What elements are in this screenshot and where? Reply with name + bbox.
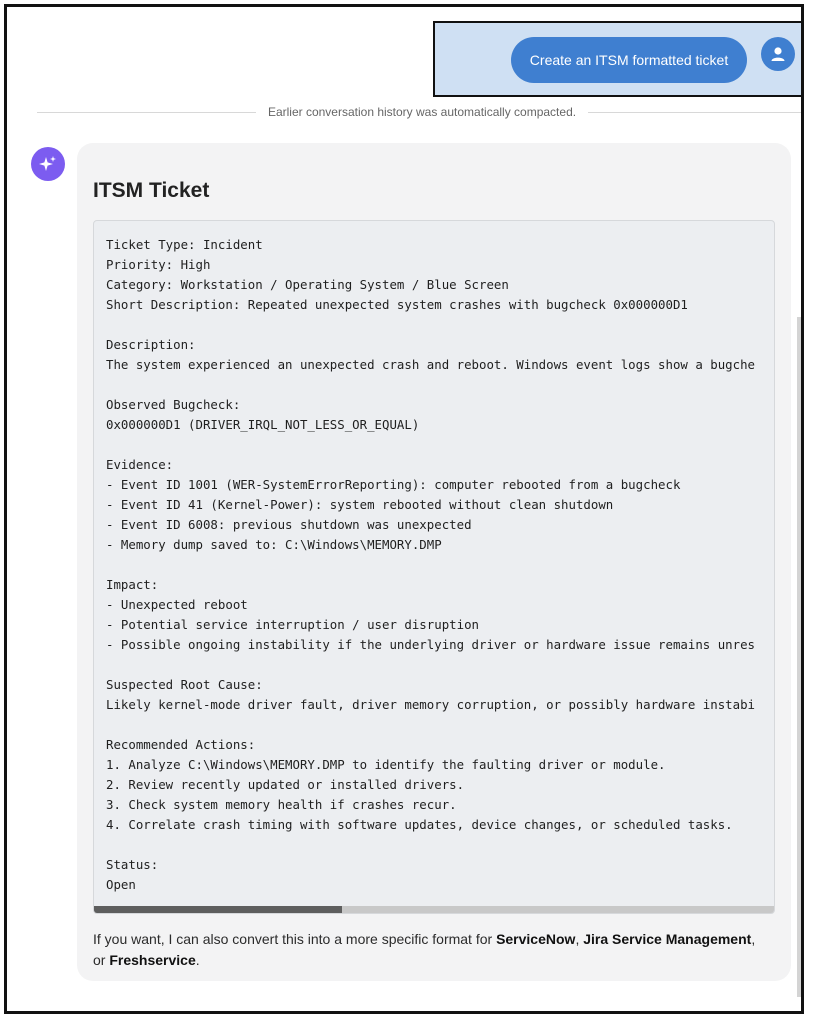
divider-line-left <box>37 112 256 113</box>
footer-suffix: . <box>195 952 200 968</box>
assistant-message-card <box>77 143 791 981</box>
option-servicenow: ServiceNow <box>496 931 576 947</box>
chat-window <box>4 4 804 1014</box>
compacted-history-notice: Earlier conversation history was automatically compacted. <box>267 105 577 119</box>
code-horizontal-scrollbar[interactable] <box>94 906 774 913</box>
divider-line-right <box>588 112 804 113</box>
ticket-code-text: Ticket Type: Incident Priority: High Category: Workstation / Operating System / Blue Screen Short Description: Repeated unexpected system crashes with bugcheck 0x000000D1 Description: The system experienced an unexpected crash and reboot. Windows event logs show a bugche Observed Bugcheck: 0x000000D1 (DRIVER_IRQL_NOT_LESS_OR_EQUAL) Evidence: - Event ID 1001 (WER-SystemErrorReporting): computer rebooted from a bugcheck - Event ID 41 (Kernel-Power): system rebooted without clean shutdown - Event ID 6008: previous shutdown was unexpected - Memory dump saved to: C:\Windows\MEMORY.DMP Impact: - Unexpected reboot - Potential service interruption / user disruption - Possible ongoing instability if the underlying driver or hardware issue remains unres Suspected Root Cause: Likely kernel-mode driver fault, driver memory corruption, or possibly hardware instabi Recommended Actions: 1. Analyze C:\Windows\MEMORY.DMP to identify the faulting driver or module. 2. Review recently updated or installed drivers. 3. Check system memory health if crashes recur. 4. Correlate crash timing with software updates, device changes, or scheduled tasks. Status: Open <box>106 237 756 892</box>
page-scrollbar[interactable] <box>797 317 801 997</box>
scrollbar-thumb[interactable] <box>94 906 342 913</box>
user-message-bubble[interactable]: Create an ITSM formatted ticket <box>511 37 747 83</box>
footer-line2-prefix: or <box>93 952 110 968</box>
ticket-title: ITSM Ticket <box>93 179 210 202</box>
option-jira: Jira Service Management <box>583 931 752 947</box>
ticket-code-block[interactable] <box>93 220 775 914</box>
follow-up-message <box>93 929 783 971</box>
person-icon[interactable] <box>761 37 795 71</box>
history-divider <box>37 103 804 121</box>
footer-prefix: If you want, I can also convert this into a more specific format for <box>93 931 497 947</box>
footer-separator-2: , <box>751 931 756 947</box>
footer-separator: , <box>575 931 584 947</box>
sparkle-icon <box>31 147 65 181</box>
option-freshservice: Freshservice <box>109 952 196 968</box>
